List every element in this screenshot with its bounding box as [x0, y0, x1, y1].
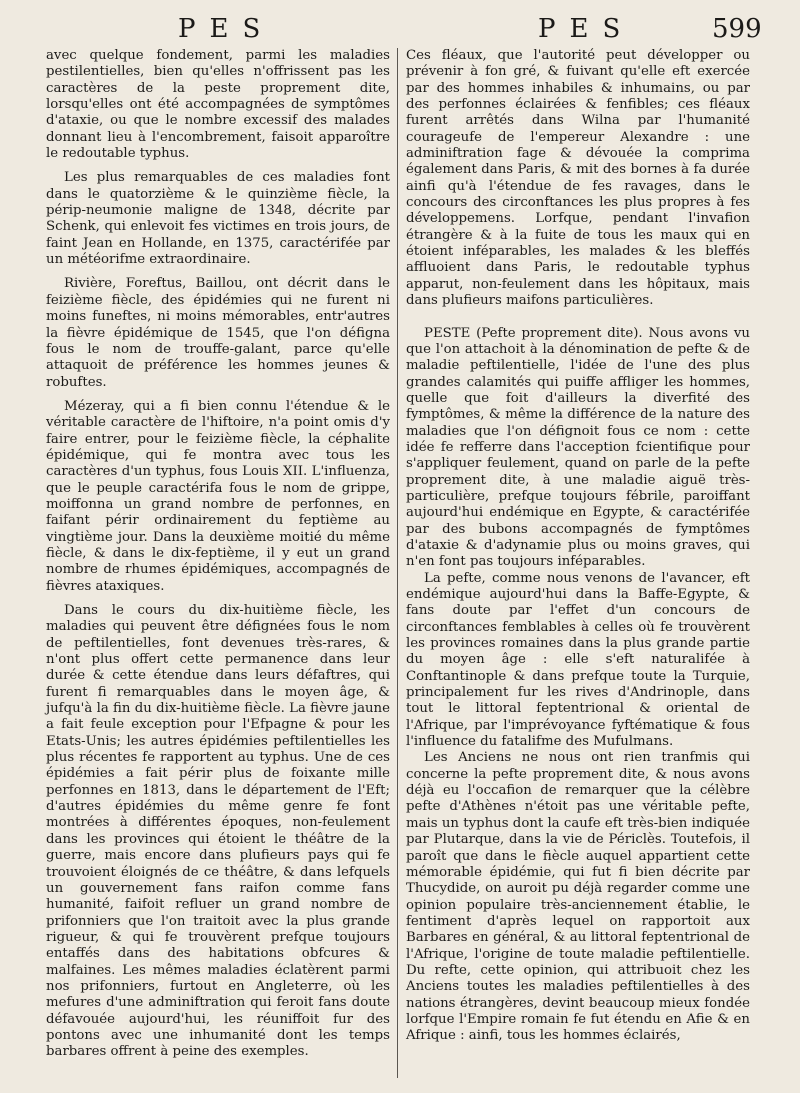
- paragraph: avec quelque fondement, parmi les maladies pestilentielles, bien qu'elles n'offrissent pas les caractères de la peste proprement dite, lorsqu'elles ont été accompagnées de symptômes d'ataxie, ou que le nombre excessif des malades donnant lieu à l'encombrement, faisoit apparoître le redoutable typhus.: [46, 48, 390, 162]
- running-header: [0, 14, 800, 44]
- paragraph: Mézeray, qui a fi bien connu l'étendue & le véritable caractère de l'hiftoire, n'a point omis d'y faire entrer, pour le feizième fiècle, la céphalite épidémique, qui fe montra avec tous les caractères d'un typhus, fous Louis XII. L'influenza, que le peuple caractérifa fous le nom de grippe, moiffonna un grand nombre de perfonnes, en faifant périr ordinairement du feptième au vingtième jour. Dans la deuxième moitié du même fiècle, & dans le dix-feptième, il y eut un grand nombre de rhumes épidémiques, accompagnés de fièvres ataxiques.: [46, 398, 390, 594]
- header-left-word: PES: [178, 14, 275, 44]
- page-number: 599: [712, 14, 762, 44]
- paragraph-peste-entry: PESTE (Pefte proprement dite). Nous avons vu que l'on attachoit à la dénomination de pefte & de maladie peftilentielle, l'idée de l'une des plus grandes calamités qui puiffe affliger les hommes, quelle que foit d'ailleurs la diverfité des fymptômes, & même la différence de la nature des maladies que l'on défignoit fous ce nom : cette idée fe refferre dans l'acception fcientifique pour s'appliquer feulement, quand on parle de la pefte proprement dite, à une maladie aiguë très-particulière, prefque toujours fébrile, paroiffant aujourd'hui endémique en Egypte, & caractérifée par des bubons accompagnés de fymptômes d'ataxie & d'adynamie plus ou moins graves, qui n'en font pas toujours inféparables.: [406, 325, 750, 570]
- column-divider: [397, 48, 398, 1078]
- paragraph: Ces fléaux, que l'autorité peut développer ou prévenir à fon gré, & fuivant qu'elle eft exercée par des hommes inhabiles & inhumains, ou par des perfonnes éclairées & fenfibles; ces fléaux furent arrêtés dans Wilna par l'humanité courageufe de l'empereur Alexandre : une adminiftration fage & dévouée la comprima également dans Paris, & mit des bornes à fa durée ainfi qu'à l'étendue de fes ravages, dans le concours des circonftances les plus propres à fes développemens. Lorfque, pendant l'invafion étrangère & à la fuite de tous les maux qui en étoient inféparables, les malades & les bleffés affluoient dans Paris, le redoutable typhus apparut, non-feulement dans les hôpitaux, mais dans plufieurs maifons particulières.: [406, 48, 750, 309]
- paragraph: Les Anciens ne nous ont rien tranfmis qui concerne la pefte proprement dite, & nous avons déjà eu l'occafion de remarquer que la célèbre pefte d'Athènes n'étoit pas une véritable pefte, mais un typhus dont la caufe eft très-bien indiquée par Plutarque, dans la vie de Périclès. Toutefois, il paroît que dans le fiècle auquel appartient cette mémorable épidémie, qui fut fi bien décrite par Thucydide, on auroit pu déjà regarder comme une opinion populaire très-anciennement établie, le fentiment d'après lequel on rapportoit aux Barbares en général, & au littoral feptentrional de l'Afrique, l'origine de toute maladie peftilentielle. Du refte, cette opinion, qui attribuoit chez les Anciens toutes les maladies peftilentielles à des nations étrangères, devint beaucoup mieux fondée lorfque l'Empire romain fe fut étendu en Afie & en Afrique : ainfi, tous les hommes éclairés,: [406, 750, 750, 1044]
- paragraph: Rivière, Foreftus, Baillou, ont décrit dans le feizième fiècle, des épidémies qui ne furent ni moins funeftes, ni moins mémorables, entr'autres la fièvre épidémique de 1545, que l'on défigna fous le nom de trouffe-galant, parce qu'elle attaquoit de préférence les hommes jeunes & robuftes.: [46, 276, 390, 390]
- paragraph: La pefte, comme nous venons de l'avancer, eft endémique aujourd'hui dans la Baffe-Egypte, & fans doute par l'effet d'un concours de circonftances femblables à celles où fe trouvèrent les provinces romaines dans la plus grande partie du moyen âge : elle s'eft naturalifée à Conftantinople & dans prefque toute la Turquie, principalement fur les rives d'Andrinople, dans tout le littoral feptentrional & oriental de l'Afrique, par l'imprévoyance fyftématique & fous l'influence du fatalifme des Mufulmans.: [406, 570, 750, 750]
- paragraph: Les plus remarquables de ces maladies font dans le quatorzième & le quinzième fiècle, la périp-neumonie maligne de 1348, décrite par Schenk, qui enlevoit fes victimes en trois jours, de faint Jean en Hollande, en 1375, caractérifée par un météorifme extraordinaire.: [46, 170, 390, 268]
- left-column: [46, 48, 390, 1061]
- paragraph: Dans le cours du dix-huitième fiècle, les maladies qui peuvent être défignées fous le nom de peftilentielles, font devenues très-rares, & n'ont plus offert cette permanence dans leur durée & cette étendue dans leurs défaftres, qui furent fi remarquables dans le moyen âge, & jufqu'à la fin du dix-huitième fiècle. La fièvre jaune a fait feule exception pour l'Efpagne & pour les Etats-Unis; les autres épidémies peftilentielles les plus récentes fe rapportent au typhus. Une de ces épidémies a fait périr plus de foixante mille perfonnes en 1813, dans le département de l'Eft; d'autres épidémies du même genre fe font montrées à différentes époques, non-feulement dans les provinces qui étoient le théâtre de la guerre, mais encore dans plufieurs pays qui fe trouvoient éloignés de ce théâtre, & dans lefquels un gouvernement fans raifon comme fans humanité, faifoit refluer un grand nombre de prifonniers que l'on traitoit avec la plus grande rigueur, & qui fe trouvèrent prefque toujours entaffés dans des habitations obfcures & malfaines. Les mêmes maladies éclatèrent parmi nos prifonniers, furtout en Angleterre, où les mefures d'une adminiftration qui feroit fans doute défavouée aujourd'hui, les réuniffoit fur des pontons avec une inhumanité dont les temps barbares offrent à peine des exemples.: [46, 603, 390, 1060]
- header-right-word: PES: [538, 14, 635, 44]
- right-column: [406, 48, 750, 1045]
